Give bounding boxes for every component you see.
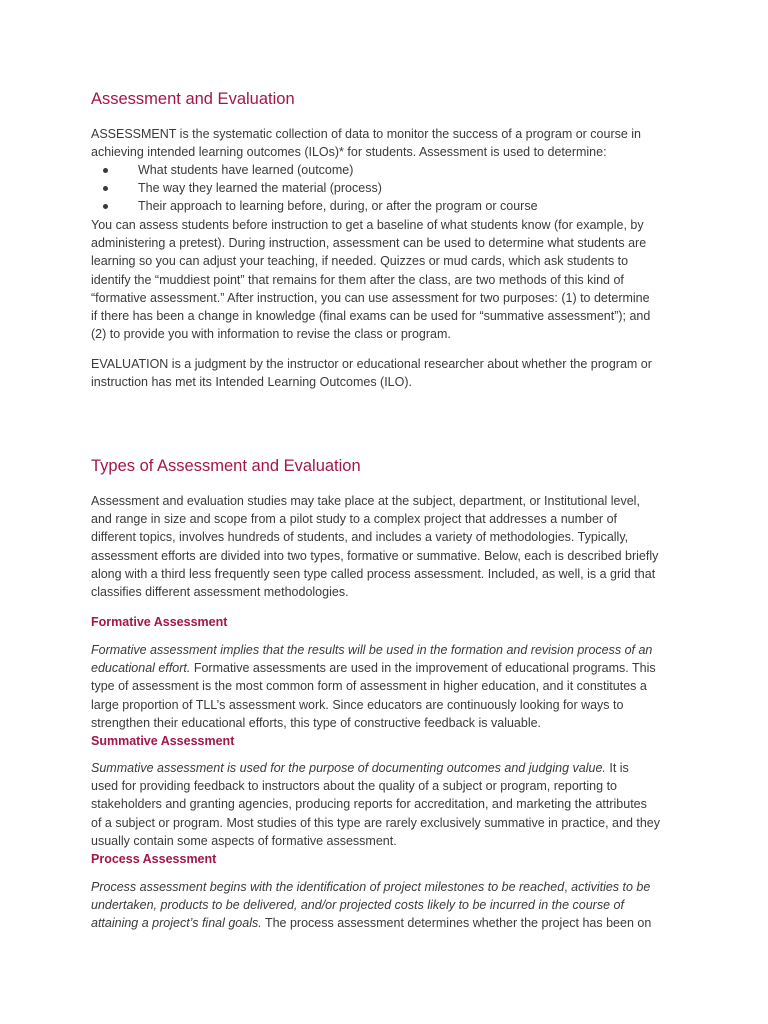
text-line: instruction has met its Intended Learning Outcomes (ILO).: [91, 375, 412, 390]
text-line: Formative assessment implies that the results will be used in the formation and revision process of an: [91, 643, 653, 657]
bullet-icon: [103, 204, 108, 209]
text-line: identify the “muddiest point” that remains for them after the class, are two methods of this kind of: [91, 272, 624, 287]
text-line: administering a pretest). During instruction, assessment can be used to determine what students are: [91, 236, 647, 251]
text-line: EVALUATION is a judgment by the instructor or educational researcher about whether the program or: [91, 357, 652, 371]
text-line: educational effort. Formative assessments are used in the improvement of educational programs. This: [91, 661, 656, 676]
heading-assessment-evaluation: Assessment and Evaluation: [91, 90, 295, 108]
text-line: You can assess students before instruction to get a baseline of what students know (for example, by: [91, 218, 644, 232]
text-line: assessment efforts are divided into two types, formative or summative. Below, each is described briefly: [91, 548, 659, 563]
text-line: attaining a project’s final goals. The process assessment determines whether the project has been on: [91, 916, 652, 931]
process-paragraph: [91, 878, 681, 933]
heading-types: Types of Assessment and Evaluation: [91, 457, 361, 475]
list-item: What students have learned (outcome): [91, 161, 681, 179]
heading-process: Process Assessment: [91, 852, 217, 866]
text-line: along with a third less frequently seen type called process assessment. Included, as well, is a grid that: [91, 566, 656, 581]
text-line: if there has been a change in knowledge (final exams can be used for “summative assessment”); and: [91, 309, 651, 324]
heading-summative: Summative Assessment: [91, 734, 235, 748]
evaluation-paragraph: [91, 355, 681, 391]
text-line: Assessment and evaluation studies may take place at the subject, department, or Institutional level,: [91, 494, 640, 508]
text-line: of a subject or program. Most studies of this type are rarely exclusively summative in practice, and they: [91, 815, 660, 830]
assessment-intro: [91, 125, 681, 161]
text-line: (2) to provide you with information to revise the class or program.: [91, 327, 451, 342]
text-line: usually contain some aspects of formative assessment.: [91, 833, 397, 848]
text-line: learning so you can adjust your teaching, if needed. Quizzes or mud cards, which ask students to: [91, 254, 629, 269]
text-line: used for providing feedback to instructors about the quality of a subject or program, reporting to: [91, 779, 617, 794]
text-line: type of assessment is the most common form of assessment in higher education, and it constitutes a: [91, 679, 647, 694]
list-item: Their approach to learning before, during, or after the program or course: [91, 197, 681, 215]
text-line: large proportion of TLL’s assessment work. Since educators are continuously looking for ways to: [91, 697, 624, 712]
text-line: different topics, involves hundreds of students, and includes a variety of methodologies. Typically,: [91, 530, 629, 545]
text-line: “formative assessment.” After instruction, you can use assessment for two purposes: (1) to determine: [91, 290, 650, 305]
text-line: and range in size and scope from a pilot study to a complex project that addresses a number of: [91, 512, 617, 527]
heading-formative: Formative Assessment: [91, 615, 228, 629]
text-line: strengthen their educational efforts, this type of constructive feedback is valuable.: [91, 715, 542, 730]
text-line: achieving intended learning outcomes (ILOs)* for students. Assessment is used to determine:: [91, 145, 607, 160]
summative-paragraph: [91, 759, 681, 850]
text-line: Summative assessment is used for the purpose of documenting outcomes and judging value. It is: [91, 761, 629, 775]
text-line: stakeholders and granting agencies, producing reports for accreditation, and marketing the attributes: [91, 797, 647, 812]
assessment-body: [91, 216, 681, 343]
text-line: ASSESSMENT is the systematic collection of data to monitor the success of a program or course in: [91, 127, 642, 141]
assessment-bullet-list: [91, 161, 681, 216]
formative-paragraph: [91, 641, 681, 732]
text-line: undertaken, products to be delivered, and/or projected costs likely to be incurred in the course of: [91, 898, 624, 913]
list-item: The way they learned the material (process): [91, 179, 681, 197]
bullet-icon: [103, 168, 108, 173]
text-line: classifies different assessment methodologies.: [91, 585, 349, 600]
bullet-icon: [103, 186, 108, 191]
text-line: Process assessment begins with the identification of project milestones to be reached, activities to be: [91, 880, 651, 894]
types-intro: [91, 492, 681, 601]
